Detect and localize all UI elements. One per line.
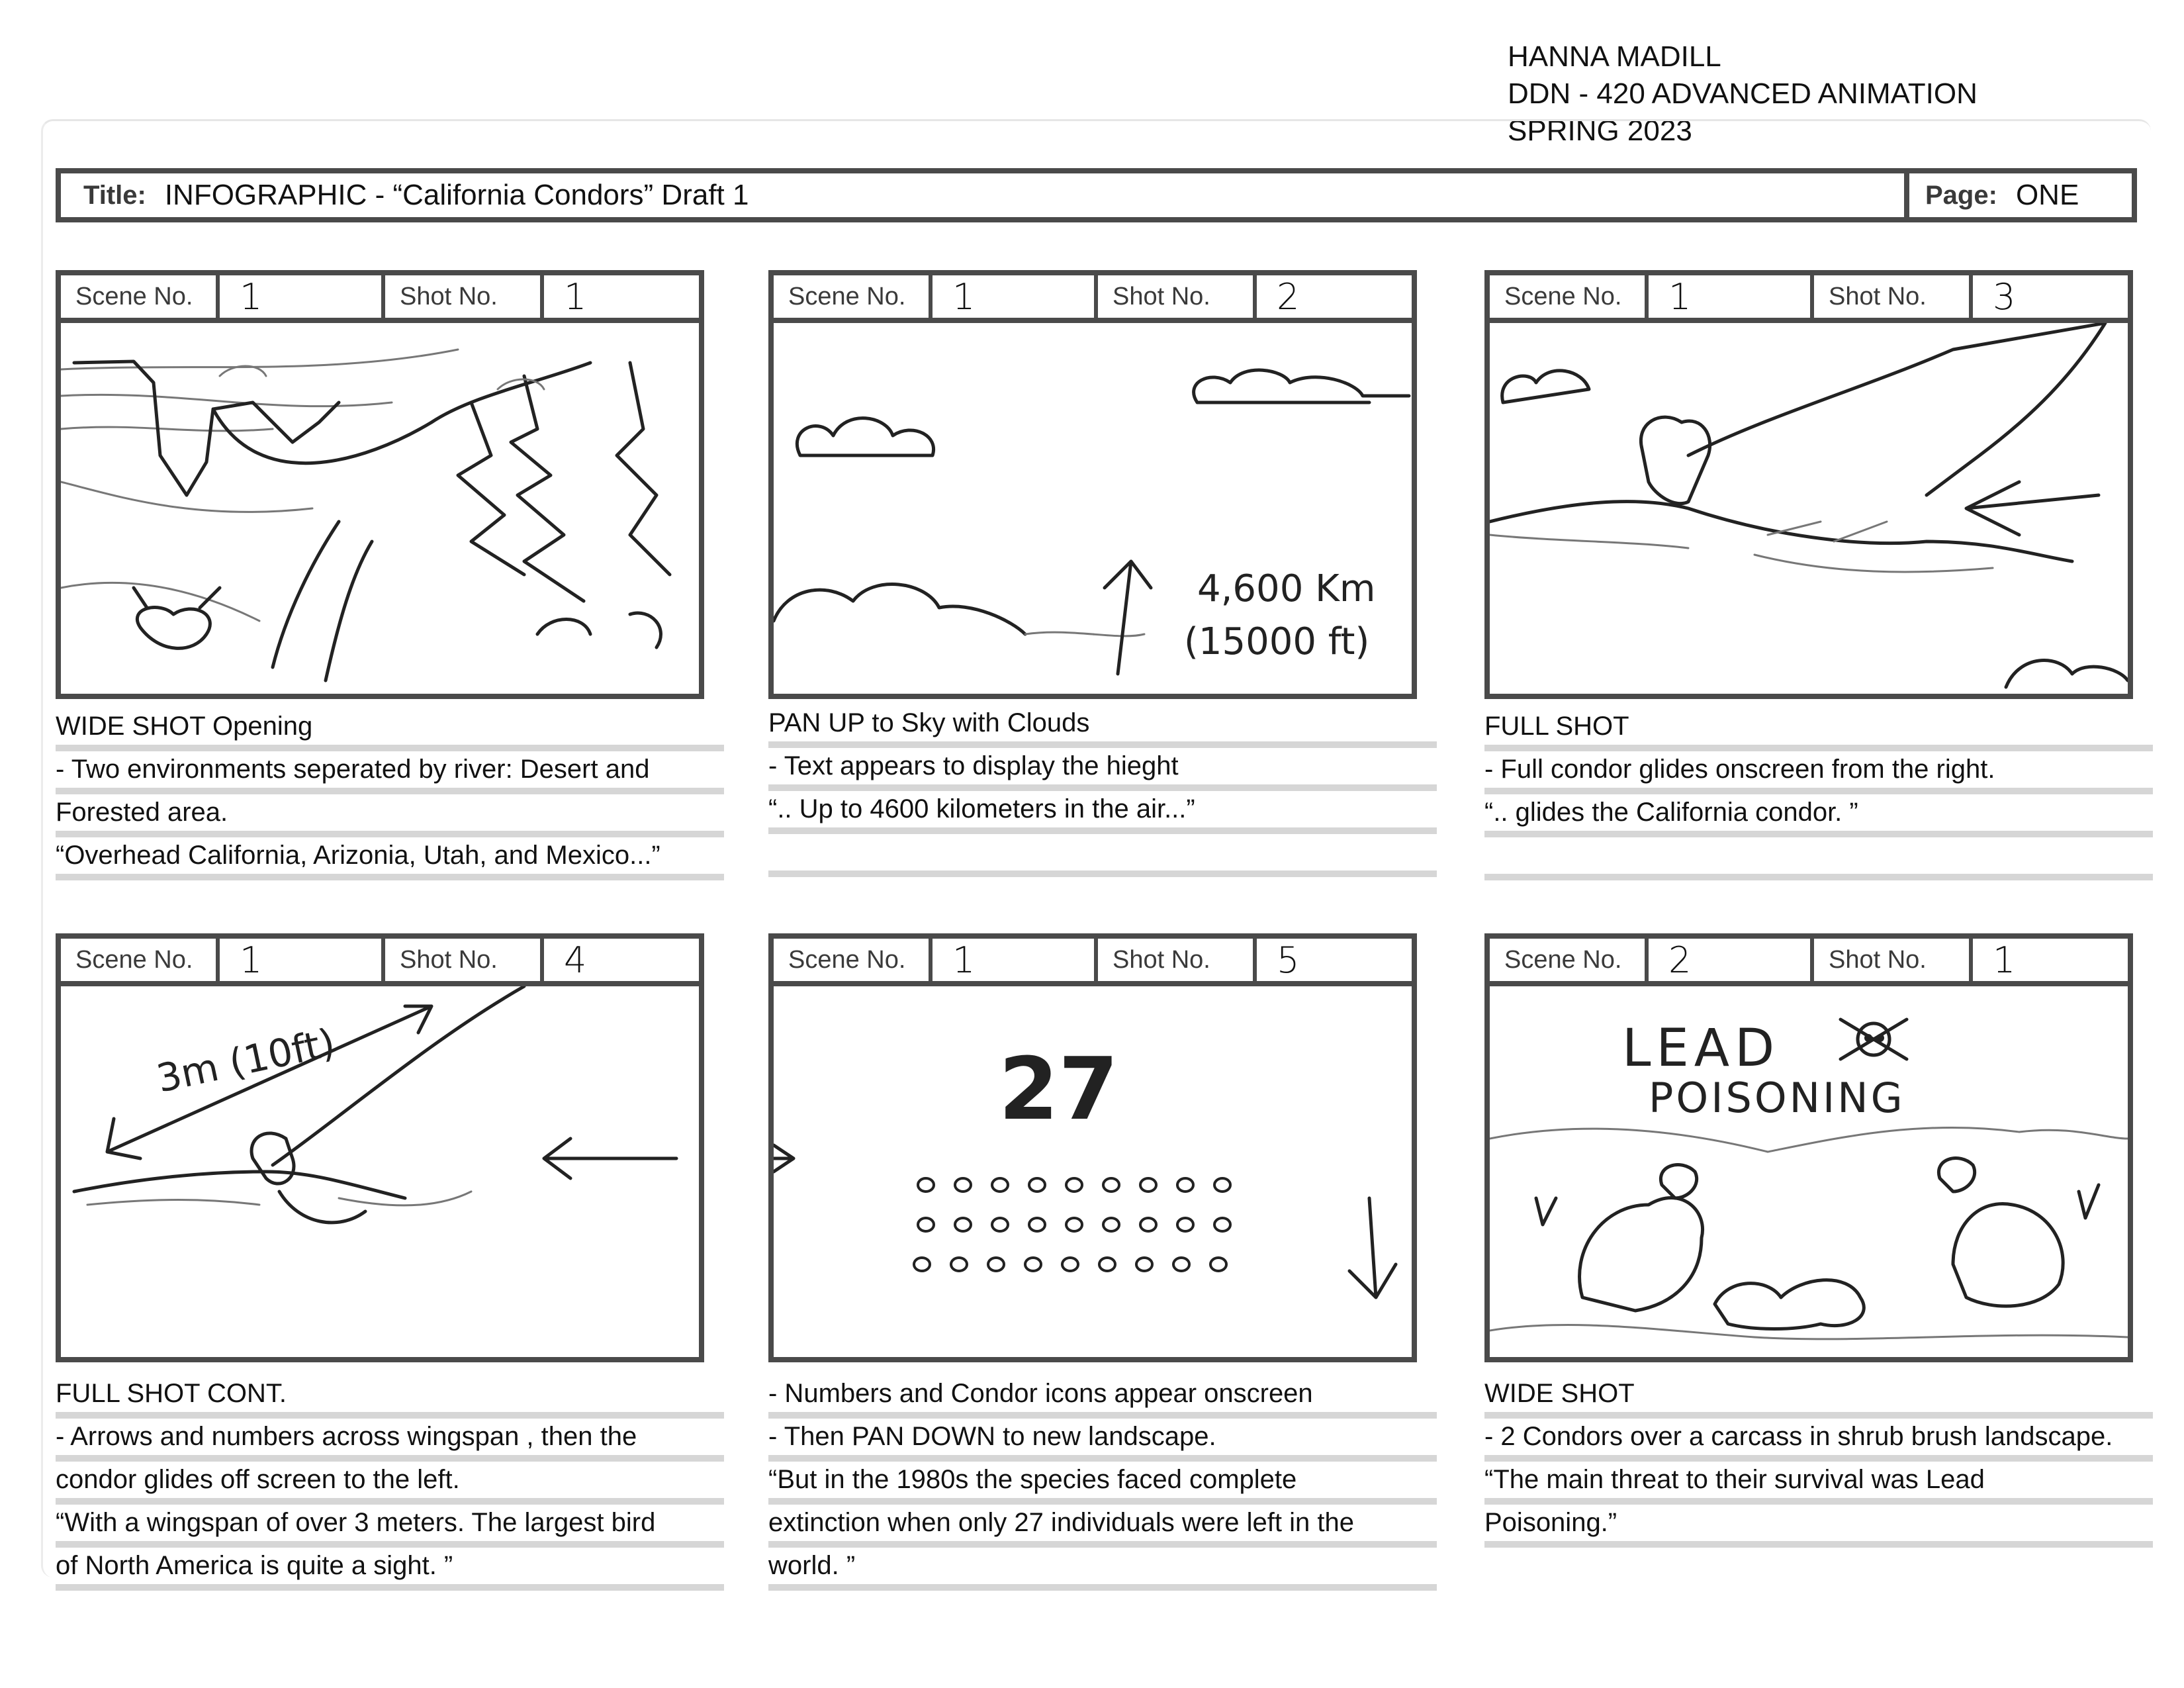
scene-label: Scene No. [774,275,933,318]
description-line: - 2 Condors over a carcass in shrub brush landscape. [1484,1419,2153,1462]
page-label: Page: [1925,180,1997,210]
title-cell [61,173,1909,217]
shot-number: 1 [1993,939,2016,981]
shot-number: 5 [1277,939,1300,981]
scene-number: 1 [220,939,385,981]
storyboard-panel-2 [768,270,1417,699]
description-line: - Two environments seperated by river: Desert and [56,751,724,794]
scene-label: Scene No. [61,275,220,318]
scene-label: Scene No. [1490,939,1649,981]
sky-clouds-sketch [774,323,1412,694]
condor-icon [1177,1218,1193,1231]
shot-label: Shot No. [1098,939,1257,981]
condor-icon [1210,1258,1226,1271]
page-cell [1909,173,2132,217]
storyboard-panel-4 [56,933,704,1362]
altitude-km-text: 4,600 Km [1197,567,1376,610]
description-line: - Arrows and numbers across wingspan , then the [56,1419,724,1462]
shot-number: 1 [564,275,587,318]
condor-icon [1214,1178,1230,1192]
shot-label: Shot No. [1098,275,1257,318]
description-line: - Then PAN DOWN to new landscape. [768,1419,1437,1462]
condor-icon [1140,1178,1156,1192]
title-bar [56,168,2137,222]
panel-5-description [768,1376,1437,1591]
condor-icon-grid [914,1178,1230,1271]
condor-icon [1066,1218,1082,1231]
panel-sketch [1490,986,2128,1357]
storyboard-panel-5 [768,933,1417,1362]
scene-number: 1 [1649,275,1814,318]
poisoning-text: POISONING [1649,1074,1905,1122]
storyboard-panel-6 [1484,933,2133,1362]
lead-poisoning-sketch [1490,986,2128,1357]
scene-number: 1 [933,275,1098,318]
description-line: world. ” [768,1548,1437,1591]
condor-icon [1177,1178,1193,1192]
panel-header [774,275,1412,323]
desert-forest-river-sketch [61,323,699,694]
scene-label: Scene No. [1490,275,1649,318]
condor-icon [1099,1258,1115,1271]
altitude-ft-text: (15000 ft) [1184,620,1370,663]
condor-gliding-sketch [1490,323,2128,694]
condor-icon [1214,1218,1230,1231]
condor-icon [914,1258,930,1271]
description-line: “.. glides the California condor. ” [1484,794,2153,837]
condor-icon [1066,1178,1082,1192]
condor-icon [1029,1178,1045,1192]
description-line: FULL SHOT [1484,708,2153,751]
description-line [768,834,1437,877]
scene-number: 1 [933,939,1098,981]
author-name: HANNA MADILL [1508,40,1721,73]
condor-icon [1136,1258,1152,1271]
panel-header [1490,275,2128,323]
storyboard-panel-1 [56,270,704,699]
panel-header [61,275,699,323]
condor-icon [955,1178,971,1192]
description-line: “.. Up to 4600 kilometers in the air...” [768,791,1437,834]
condor-icon [1025,1258,1041,1271]
panel-sketch [774,323,1412,694]
panel-header [1490,939,2128,986]
panel-3-description [1484,708,2153,880]
panel-header [61,939,699,986]
panel-4-description [56,1376,724,1591]
condor-icon [918,1178,934,1192]
condor-icon [1103,1218,1119,1231]
description-line: condor glides off screen to the left. [56,1462,724,1505]
description-line: Poisoning.” [1484,1505,2153,1548]
panel-sketch [1490,323,2128,694]
term: SPRING 2023 [1508,115,1692,147]
title-value: INFOGRAPHIC - “California Condors” Draft 1 [164,179,749,211]
panel-header [774,939,1412,986]
scene-number: 2 [1649,939,1814,981]
description-line: “Overhead California, Arizonia, Utah, and Mexico...” [56,837,724,880]
shot-label: Shot No. [385,275,544,318]
panel-sketch [61,323,699,694]
description-line: - Numbers and Condor icons appear onscreen [768,1376,1437,1419]
storyboard-panel-3 [1484,270,2133,699]
description-line [1484,837,2153,880]
lead-text: LEAD [1622,1019,1780,1078]
shot-label: Shot No. [1814,939,1973,981]
description-line: “With a wingspan of over 3 meters. The largest bird [56,1505,724,1548]
condor-icon [992,1178,1008,1192]
description-line: WIDE SHOT [1484,1376,2153,1419]
population-number: 27 [999,1039,1118,1139]
shot-number: 3 [1993,275,2016,318]
description-line: Forested area. [56,794,724,837]
title-label: Title: [83,180,146,210]
page-value: ONE [2015,179,2079,211]
condor-icon [1062,1258,1078,1271]
condor-icon [992,1218,1008,1231]
population-count-sketch [774,986,1412,1357]
wingspan-label: 3m (10ft) [152,1019,339,1102]
description-line: WIDE SHOT Opening [56,708,724,751]
panel-sketch [61,986,699,1357]
scene-number: 1 [220,275,385,318]
shot-label: Shot No. [385,939,544,981]
wingspan-sketch [61,986,699,1357]
shot-number: 4 [564,939,587,981]
scene-label: Scene No. [774,939,933,981]
skull-crossbones-icon [1841,1019,1907,1059]
description-line: - Full condor glides onscreen from the right. [1484,751,2153,794]
condor-icon [988,1258,1004,1271]
condor-icon [1140,1218,1156,1231]
condor-icon [1103,1178,1119,1192]
condor-icon [1029,1218,1045,1231]
description-line: “But in the 1980s the species faced complete [768,1462,1437,1505]
panel-6-description [1484,1376,2153,1548]
shot-label: Shot No. [1814,275,1973,318]
description-line: PAN UP to Sky with Clouds [768,705,1437,748]
shot-number: 2 [1277,275,1300,318]
course-name: DDN - 420 ADVANCED ANIMATION [1508,77,1978,110]
description-line: - Text appears to display the hieght [768,748,1437,791]
description-line: of North America is quite a sight. ” [56,1548,724,1591]
condor-icon [1173,1258,1189,1271]
scene-label: Scene No. [61,939,220,981]
panel-1-description [56,708,724,880]
panel-2-description [768,705,1437,877]
condor-icon [918,1218,934,1231]
condor-icon [955,1218,971,1231]
description-line: FULL SHOT CONT. [56,1376,724,1419]
condor-icon [951,1258,967,1271]
panel-sketch [774,986,1412,1357]
description-line: extinction when only 27 individuals were left in the [768,1505,1437,1548]
description-line: “The main threat to their survival was Lead [1484,1462,2153,1505]
